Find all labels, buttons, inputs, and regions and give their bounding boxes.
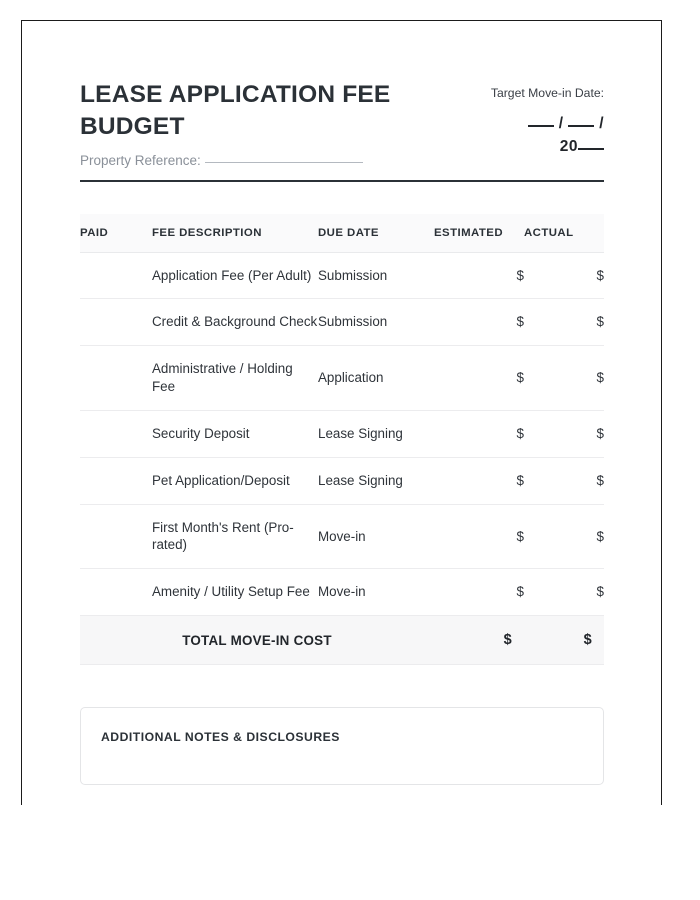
header-divider <box>80 180 604 182</box>
due-date: Move-in <box>318 504 434 569</box>
paid-checkbox-cell[interactable] <box>80 346 152 411</box>
property-reference-blank[interactable] <box>205 162 363 163</box>
estimated-amount[interactable]: $ <box>434 504 524 569</box>
actual-amount[interactable]: $ <box>524 410 604 457</box>
actual-amount[interactable]: $ <box>524 252 604 299</box>
document-header <box>80 21 604 168</box>
estimated-amount[interactable]: $ <box>434 299 524 346</box>
actual-amount[interactable]: $ <box>524 346 604 411</box>
document-page <box>21 20 662 805</box>
column-header-fee-description: FEE DESCRIPTION <box>152 214 318 253</box>
estimated-amount[interactable]: $ <box>434 569 524 616</box>
total-actual[interactable]: $ <box>524 616 604 665</box>
table-row <box>80 410 604 457</box>
estimated-amount[interactable]: $ <box>434 346 524 411</box>
estimated-amount[interactable]: $ <box>434 410 524 457</box>
table-row <box>80 299 604 346</box>
paid-checkbox-cell[interactable] <box>80 457 152 504</box>
due-date: Move-in <box>318 569 434 616</box>
column-header-actual: ACTUAL <box>524 214 604 253</box>
date-day-blank[interactable] <box>568 125 594 127</box>
due-date: Submission <box>318 299 434 346</box>
additional-notes-title: ADDITIONAL NOTES & DISCLOSURES <box>101 730 340 745</box>
date-year-prefix: 20 <box>559 137 578 155</box>
fee-description: Application Fee (Per Adult) <box>152 252 318 299</box>
paid-checkbox-cell[interactable] <box>80 299 152 346</box>
actual-amount[interactable]: $ <box>524 569 604 616</box>
target-movein-block <box>484 79 604 158</box>
page-title: LEASE APPLICATION FEE BUDGET <box>80 81 391 141</box>
table-row <box>80 346 604 411</box>
date-separator-1: / <box>558 114 564 132</box>
table-row <box>80 504 604 569</box>
page-content <box>80 21 604 785</box>
column-header-estimated: ESTIMATED <box>434 214 524 253</box>
column-header-paid: PAID <box>80 214 152 253</box>
estimated-amount[interactable]: $ <box>434 457 524 504</box>
date-year-blank[interactable] <box>578 148 604 150</box>
table-row <box>80 457 604 504</box>
table-header <box>80 214 604 253</box>
date-month-blank[interactable] <box>528 125 554 127</box>
due-date: Lease Signing <box>318 457 434 504</box>
header-left-block <box>80 79 410 168</box>
table-body <box>80 252 604 615</box>
total-label: TOTAL MOVE-IN COST <box>80 616 434 665</box>
fee-description: Pet Application/Deposit <box>152 457 318 504</box>
due-date: Application <box>318 346 434 411</box>
total-row <box>80 616 604 665</box>
fee-description: Administrative / Holding Fee <box>152 346 318 411</box>
table-footer <box>80 616 604 665</box>
fee-description: First Month's Rent (Pro-rated) <box>152 504 318 569</box>
paid-checkbox-cell[interactable] <box>80 504 152 569</box>
estimated-amount[interactable]: $ <box>434 252 524 299</box>
fee-description: Credit & Background Check <box>152 299 318 346</box>
target-movein-date-field[interactable] <box>484 112 604 159</box>
column-header-due-date: DUE DATE <box>318 214 434 253</box>
actual-amount[interactable]: $ <box>524 457 604 504</box>
table-row <box>80 569 604 616</box>
total-estimated[interactable]: $ <box>434 616 524 665</box>
actual-amount[interactable]: $ <box>524 299 604 346</box>
paid-checkbox-cell[interactable] <box>80 569 152 616</box>
paid-checkbox-cell[interactable] <box>80 252 152 299</box>
table-row <box>80 252 604 299</box>
actual-amount[interactable]: $ <box>524 504 604 569</box>
due-date: Submission <box>318 252 434 299</box>
fee-description: Amenity / Utility Setup Fee <box>152 569 318 616</box>
fee-description: Security Deposit <box>152 410 318 457</box>
target-movein-label: Target Move-in Date: <box>490 86 604 100</box>
property-reference-label: Property Reference: <box>80 152 201 168</box>
paid-checkbox-cell[interactable] <box>80 410 152 457</box>
table-header-row <box>80 214 604 253</box>
date-separator-2: / <box>599 114 604 132</box>
fee-budget-table <box>80 214 604 665</box>
property-reference-field[interactable] <box>80 153 410 168</box>
due-date: Lease Signing <box>318 410 434 457</box>
additional-notes-box[interactable] <box>80 707 604 785</box>
